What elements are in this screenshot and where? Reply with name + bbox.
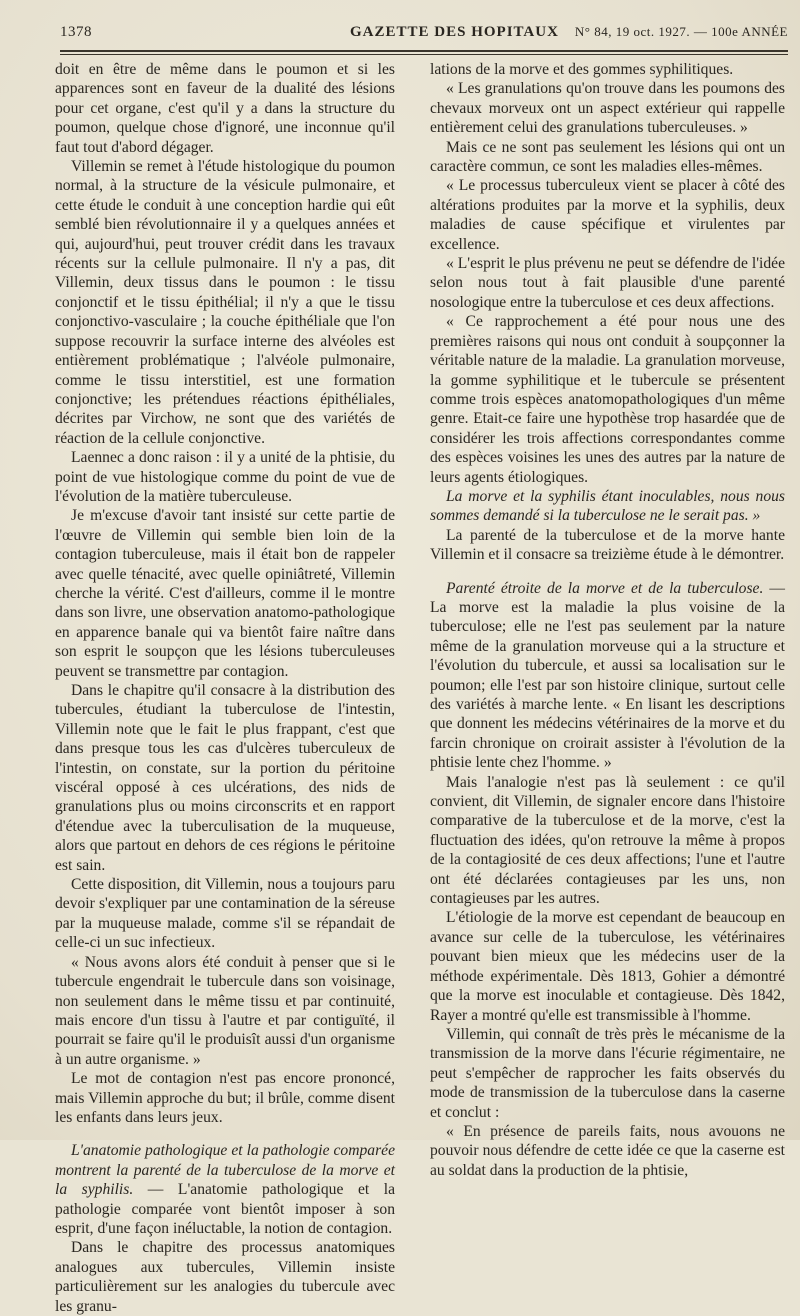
paragraph: Villemin, qui connaît de très près le mécanisme de la transmission de la morve dans l'écurie régimentaire, ne peut s'empêcher de rapprocher les faits observés du mode de transmission de la tuberculose dans la caserne et conclut : <box>430 1025 785 1121</box>
section-title: Parenté étroite de la morve et de la tuberculose. <box>446 579 764 597</box>
paragraph: Le mot de contagion n'est pas encore prononcé, mais Villemin approche du but; il brûle, comme disent les enfants dans leurs jeux. <box>55 1070 395 1126</box>
section-title: L'anatomie pathologique et la pathologie comparée montrent la parenté de la tuberculose de la morve et la syphilis. <box>55 1142 395 1199</box>
paragraph <box>430 579 785 773</box>
paragraph: Cette disposition, dit Villemin, nous a toujours paru devoir s'expliquer par une contamination de la séreuse par la muqueuse malade, comme s'il se répandait de celle-ci un suc infectieux. <box>55 876 395 952</box>
header-rule <box>60 50 788 55</box>
paragraph: Dans le chapitre qu'il consacre à la distribution des tubercules, étudiant la tuberculose de l'intestin, Villemin note que le fait le plus frappant, c'est que dans presque tous les cas d'ulcères tuberculeux de l'intestin, on constate, sur la portion du péritoine viscéral opposé à ces ulcérations, des nids de granulations plus ou moins circonscrits et en rapport d'étendue avec la tuberculisation de la muqueuse, alors que partout en dehors de ces régions le péritoine est sain. <box>55 682 395 874</box>
paragraph: « Ce rapprochement a été pour nous une des premières raisons qui nous ont conduit à soupçonner la véritable nature de la maladie. La granulation morveuse, la gomme syphilitique et le tubercule se présentent comme trois espèces anatomopathologiques d'un même genre. Etait-ce faire une hypothèse trop hasardée que de considérer les trois affections correspondantes comme des espèces voisines les unes des autres par la nature de leurs agents étiologiques. <box>430 313 785 486</box>
paragraph: Mais ce ne sont pas seulement les lésions qui ont un caractère commun, ce sont les maladies elles-mêmes. <box>430 138 785 176</box>
journal-title: GAZETTE DES HOPITAUX <box>350 24 559 40</box>
paragraph: « En présence de pareils faits, nous avouons ne pouvoir nous défendre de cette idée ce que la caserne est au soldat dans la production de la phtisie, <box>430 1122 785 1179</box>
paragraph: Villemin se remet à l'étude histologique du poumon normal, à la structure de la vésicule pulmonaire, et cette étude le conduit à une conception hardie qui eût semblé bien révolutionnaire il y a quelques années et qui, aujourd'hui, peut trouver crédit dans les travaux récents sur la cellule pulmonaire. Il n'y a pas, dit Villemin, deux tissus dans le poumon : le tissu conjonctif et le tissu épithélial; il n'y a que le tissu conjonctivo-vasculaire ; la couche épithéliale que l'on suppose recouvrir la surface interne des alvéoles est entièrement problématique ; l'alvéole pulmonaire, comme le tissu interstitiel, est une formation conjonctive; les prétendues réactions épithéliales, décrites par Virchow, ne sont que des variétés de réaction de la cellule conjonctive. <box>55 158 395 447</box>
right-column <box>430 60 785 1180</box>
paragraph: La parenté de la tuberculose et de la morve hante Villemin et il consacre sa treizième étude à le démontrer. <box>430 526 785 564</box>
paragraph: Laennec a donc raison : il y a unité de la phtisie, du point de vue histologique comme du point de vue de l'évolution de la matière tuberculeuse. <box>55 449 395 505</box>
issue-info: N° 84, 19 oct. 1927. — 100e ANNÉE <box>574 24 788 39</box>
paragraph: L'étiologie de la morve est cependant de beaucoup en avance sur celle de la tuberculose, les vétérinaires pouvant bien mieux que les médecins user de la méthode expérimentale. Dès 1813, Gohier a démontré que la morve est inoculable et contagieuse. Dès 1842, Rayer a montré qu'elle est transmissible à l'homme. <box>430 909 785 1024</box>
paragraph: Mais l'analogie n'est pas là seulement : ce qu'il convient, dit Villemin, de signaler encore dans l'histoire comparative de la tuberculose et de la morve, c'est la fluctuation des idées, qu'on retrouve la même à propos de la contagiosité de ces deux affections; l'une et l'autre ont été déclarées contagieuses par les uns, non contagieuses par les autres. <box>430 773 785 908</box>
paragraph: « Nous avons alors été conduit à penser que si le tubercule engendrait le tubercule dans son voisinage, non seulement dans le même tissu et par continuité, mais encore d'un tissu à l'autre et par contiguïté, il pourrait se faire qu'il le produisît aussi d'un organisme à un autre organisme. » <box>55 953 395 1068</box>
page-number: 1378 <box>60 24 92 40</box>
section-text: — La morve est la maladie la plus voisine de la tuberculose; elle ne l'est pas seulement par la nature même de la granulation morveuse qui a la structure et l'évolution du tubercule, et aussi sa localisation sur le poumon; elle l'est par son histoire clinique, surtout celle des variétés à marche lente. « En lisant les descriptions que donnent les médecins vétérinaires de la morve et du farcin chronique on croirait assister à l'évolution de la phtisie lente chez l'homme. » <box>430 579 785 772</box>
paragraph: « Le processus tuberculeux vient se placer à côté des altérations produites par la morve et la syphilis, deux maladies de cause spécifique et virulentes par excellence. <box>430 177 785 253</box>
left-column <box>55 60 395 1316</box>
paragraph: « L'esprit le plus prévenu ne peut se défendre de l'idée selon nous tout à fait plausible d'une parenté nosologique entre la tuberculose et ces deux affections. <box>430 255 785 311</box>
paragraph <box>55 1141 395 1238</box>
paragraph: La morve et la syphilis étant inoculables, nous nous sommes demandé si la tuberculose ne le serait pas. » <box>430 487 785 525</box>
page-header <box>60 18 788 46</box>
paragraph: « Les granulations qu'on trouve dans les poumons des chevaux morveux ont un aspect extérieur qui rappelle entièrement celui des granulations tuberculeuses. » <box>430 80 785 137</box>
paragraph: Dans le chapitre des processus anatomiques analogues aux tubercules, Villemin insiste particulièrement sur les analogies du tubercule avec les granu- <box>55 1239 395 1315</box>
section-text: — L'anatomie pathologique et la pathologie comparée vont bientôt imposer à son esprit, d'une façon inéluctable, la notion de contagion. <box>55 1181 396 1237</box>
paragraph: doit en être de même dans le poumon et si les apparences sont en faveur de la dualité des lésions pour cet organe, c'est qu'il y a dans la structure du poumon, quelque chose d'ignoré, une inconnue qu'il faut tout d'abord dégager. <box>55 61 395 156</box>
paragraph: lations de la morve et des gommes syphilitiques. <box>430 61 734 78</box>
paragraph: Je m'excuse d'avoir tant insisté sur cette partie de l'œuvre de Villemin qui semble bien loin de la contagion tuberculeuse, mais il était bon de rappeler avec quelle ténacité, avec quelle opiniâtreté, Villemin cherche la vérité. C'est d'ailleurs, comme il le montre dans son livre, une observation anatomo-pathologique en apparence banale qui va bientôt faire naître dans son esprit le soupçon que les lésions tuberculeuses peuvent se transmettre par contagion. <box>55 507 395 680</box>
